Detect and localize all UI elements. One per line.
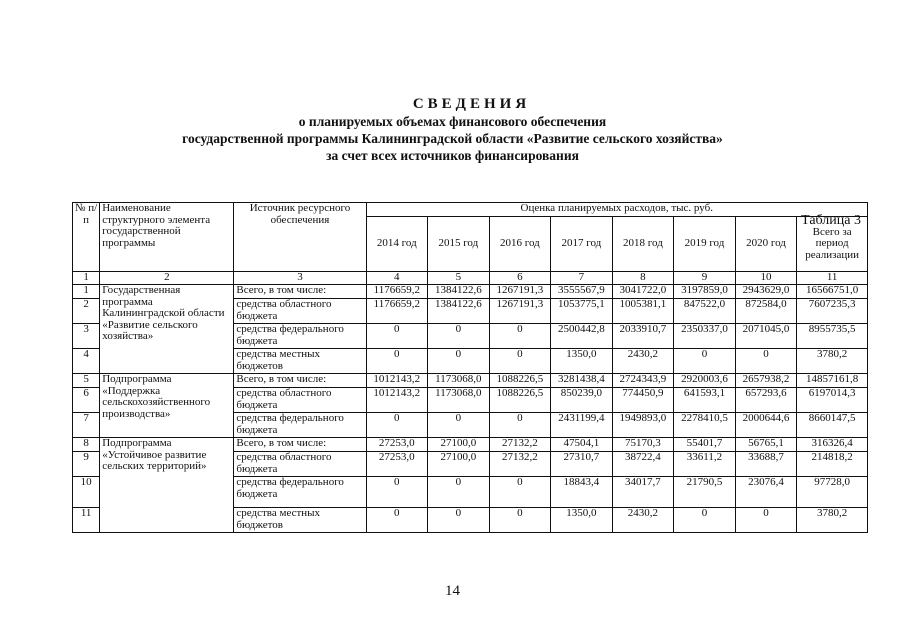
title-line-1: о планируемых объемах финансового обеспечения (298, 114, 607, 129)
header-year: 2017 год (551, 217, 613, 272)
value-cell: 2724343,9 (612, 374, 674, 388)
column-number: 9 (674, 272, 736, 285)
value-total-cell: 214818,2 (797, 452, 868, 477)
header-total-period: Всего за период реализации (797, 217, 868, 272)
value-cell: 1949893,0 (612, 413, 674, 438)
value-cell: 33611,2 (674, 452, 736, 477)
value-cell: 27132,2 (489, 438, 551, 452)
header-no: № п/п (73, 203, 100, 272)
row-number: 3 (73, 324, 100, 349)
value-total-cell: 16566751,0 (797, 285, 868, 299)
value-cell: 27310,7 (551, 452, 613, 477)
value-total-cell: 97728,0 (797, 477, 868, 508)
value-cell: 27253,0 (366, 452, 428, 477)
row-number: 11 (73, 508, 100, 533)
value-cell: 33688,7 (735, 452, 797, 477)
value-cell: 0 (428, 413, 490, 438)
column-number: 1 (73, 272, 100, 285)
funding-source: средства областного бюджета (234, 452, 366, 477)
value-cell: 2071045,0 (735, 324, 797, 349)
table-row (73, 438, 868, 452)
value-cell: 27132,2 (489, 452, 551, 477)
funding-source: Всего, в том числе: (234, 438, 366, 452)
value-cell: 2500442,8 (551, 324, 613, 349)
structural-element-name: Государственная программа Калининградской области «Развитие сельского хозяйства» (100, 285, 234, 374)
value-cell: 641593,1 (674, 388, 736, 413)
value-cell: 21790,5 (674, 477, 736, 508)
value-cell: 0 (735, 508, 797, 533)
funding-source: Всего, в том числе: (234, 374, 366, 388)
header-year: 2016 год (489, 217, 551, 272)
column-number: 11 (797, 272, 868, 285)
structural-element-name: Подпрограмма «Устойчивое развитие сельских территорий» (100, 438, 234, 533)
value-cell: 1350,0 (551, 508, 613, 533)
funding-source: средства федерального бюджета (234, 324, 366, 349)
value-cell: 38722,4 (612, 452, 674, 477)
value-cell: 18843,4 (551, 477, 613, 508)
value-cell: 0 (428, 349, 490, 374)
value-cell: 2430,2 (612, 508, 674, 533)
funding-source: средства областного бюджета (234, 388, 366, 413)
row-number: 1 (73, 285, 100, 299)
value-cell: 0 (366, 349, 428, 374)
row-number: 10 (73, 477, 100, 508)
value-cell: 0 (489, 349, 551, 374)
value-cell: 1176659,2 (366, 285, 428, 299)
value-cell: 1267191,3 (489, 299, 551, 324)
value-cell: 1176659,2 (366, 299, 428, 324)
value-cell: 1173068,0 (428, 374, 490, 388)
funding-source: средства федерального бюджета (234, 477, 366, 508)
value-cell: 3281438,4 (551, 374, 613, 388)
value-cell: 0 (735, 349, 797, 374)
row-number: 5 (73, 374, 100, 388)
value-cell: 56765,1 (735, 438, 797, 452)
value-cell: 2943629,0 (735, 285, 797, 299)
value-cell: 3197859,0 (674, 285, 736, 299)
value-cell: 0 (674, 508, 736, 533)
value-cell: 0 (366, 413, 428, 438)
financing-table (72, 202, 868, 533)
value-cell: 27100,0 (428, 452, 490, 477)
value-cell: 0 (489, 477, 551, 508)
table-label: Таблица 3 (801, 213, 861, 228)
value-cell: 2350337,0 (674, 324, 736, 349)
row-number: 2 (73, 299, 100, 324)
value-total-cell: 6197014,3 (797, 388, 868, 413)
header-year: 2015 год (428, 217, 490, 272)
value-cell: 0 (489, 324, 551, 349)
row-number: 6 (73, 388, 100, 413)
value-cell: 2657938,2 (735, 374, 797, 388)
funding-source: средства областного бюджета (234, 299, 366, 324)
value-cell: 2000644,6 (735, 413, 797, 438)
value-cell: 47504,1 (551, 438, 613, 452)
value-cell: 1012143,2 (366, 374, 428, 388)
value-cell: 3555567,9 (551, 285, 613, 299)
table-row (73, 374, 868, 388)
column-number: 3 (234, 272, 366, 285)
value-cell: 1267191,3 (489, 285, 551, 299)
document-title: СВЕДЕНИЯ (412, 96, 531, 112)
title-line-2: государственной программы Калининградской области «Развитие сельского хозяйства» (182, 131, 723, 146)
value-total-cell: 3780,2 (797, 349, 868, 374)
value-cell: 0 (489, 413, 551, 438)
value-cell: 2430,2 (612, 349, 674, 374)
value-cell: 847522,0 (674, 299, 736, 324)
structural-element-name: Подпрограмма «Поддержка сельскохозяйственного производства» (100, 374, 234, 438)
value-cell: 1053775,1 (551, 299, 613, 324)
header-name: Наименование структурного элемента государственной программы (100, 203, 234, 272)
value-cell: 0 (674, 349, 736, 374)
value-cell: 1088226,5 (489, 374, 551, 388)
funding-source: средства федерального бюджета (234, 413, 366, 438)
row-number: 7 (73, 413, 100, 438)
table-row (73, 285, 868, 299)
header-year: 2020 год (735, 217, 797, 272)
value-cell: 1012143,2 (366, 388, 428, 413)
value-total-cell: 8955735,5 (797, 324, 868, 349)
value-cell: 1384122,6 (428, 285, 490, 299)
value-cell: 872584,0 (735, 299, 797, 324)
value-cell: 0 (489, 508, 551, 533)
value-cell: 2920003,6 (674, 374, 736, 388)
value-cell: 1088226,5 (489, 388, 551, 413)
value-cell: 0 (366, 324, 428, 349)
value-total-cell: 316326,4 (797, 438, 868, 452)
funding-source: средства местных бюджетов (234, 349, 366, 374)
value-cell: 1384122,6 (428, 299, 490, 324)
value-cell: 34017,7 (612, 477, 674, 508)
value-cell: 0 (428, 508, 490, 533)
value-cell: 1350,0 (551, 349, 613, 374)
title-line-3: за счет всех источников финансирования (326, 148, 579, 163)
value-cell: 0 (428, 477, 490, 508)
value-total-cell: 7607235,3 (797, 299, 868, 324)
value-total-cell: 3780,2 (797, 508, 868, 533)
value-cell: 2278410,5 (674, 413, 736, 438)
value-cell: 0 (428, 324, 490, 349)
value-cell: 1173068,0 (428, 388, 490, 413)
column-number: 10 (735, 272, 797, 285)
value-cell: 0 (366, 477, 428, 508)
header-source: Источник ресурсного обеспечения (234, 203, 366, 272)
column-number: 7 (551, 272, 613, 285)
column-number: 4 (366, 272, 428, 285)
value-cell: 657293,6 (735, 388, 797, 413)
column-number: 8 (612, 272, 674, 285)
value-cell: 23076,4 (735, 477, 797, 508)
header-estimate: Оценка планируемых расходов, тыс. руб. (366, 203, 867, 217)
row-number: 4 (73, 349, 100, 374)
header-year: 2019 год (674, 217, 736, 272)
row-number: 8 (73, 438, 100, 452)
value-cell: 3041722,0 (612, 285, 674, 299)
header-year: 2018 год (612, 217, 674, 272)
value-cell: 1005381,1 (612, 299, 674, 324)
page-number: 14 (445, 583, 460, 599)
value-cell: 774450,9 (612, 388, 674, 413)
funding-source: Всего, в том числе: (234, 285, 366, 299)
value-cell: 55401,7 (674, 438, 736, 452)
value-total-cell: 14857161,8 (797, 374, 868, 388)
value-cell: 2431199,4 (551, 413, 613, 438)
value-cell: 0 (366, 508, 428, 533)
column-number: 2 (100, 272, 234, 285)
value-cell: 2033910,7 (612, 324, 674, 349)
column-number: 6 (489, 272, 551, 285)
column-number: 5 (428, 272, 490, 285)
header-year: 2014 год (366, 217, 428, 272)
value-cell: 27253,0 (366, 438, 428, 452)
value-cell: 27100,0 (428, 438, 490, 452)
document-title-block (0, 96, 905, 164)
value-cell: 850239,0 (551, 388, 613, 413)
value-total-cell: 8660147,5 (797, 413, 868, 438)
funding-source: средства местных бюджетов (234, 508, 366, 533)
value-cell: 75170,3 (612, 438, 674, 452)
row-number: 9 (73, 452, 100, 477)
